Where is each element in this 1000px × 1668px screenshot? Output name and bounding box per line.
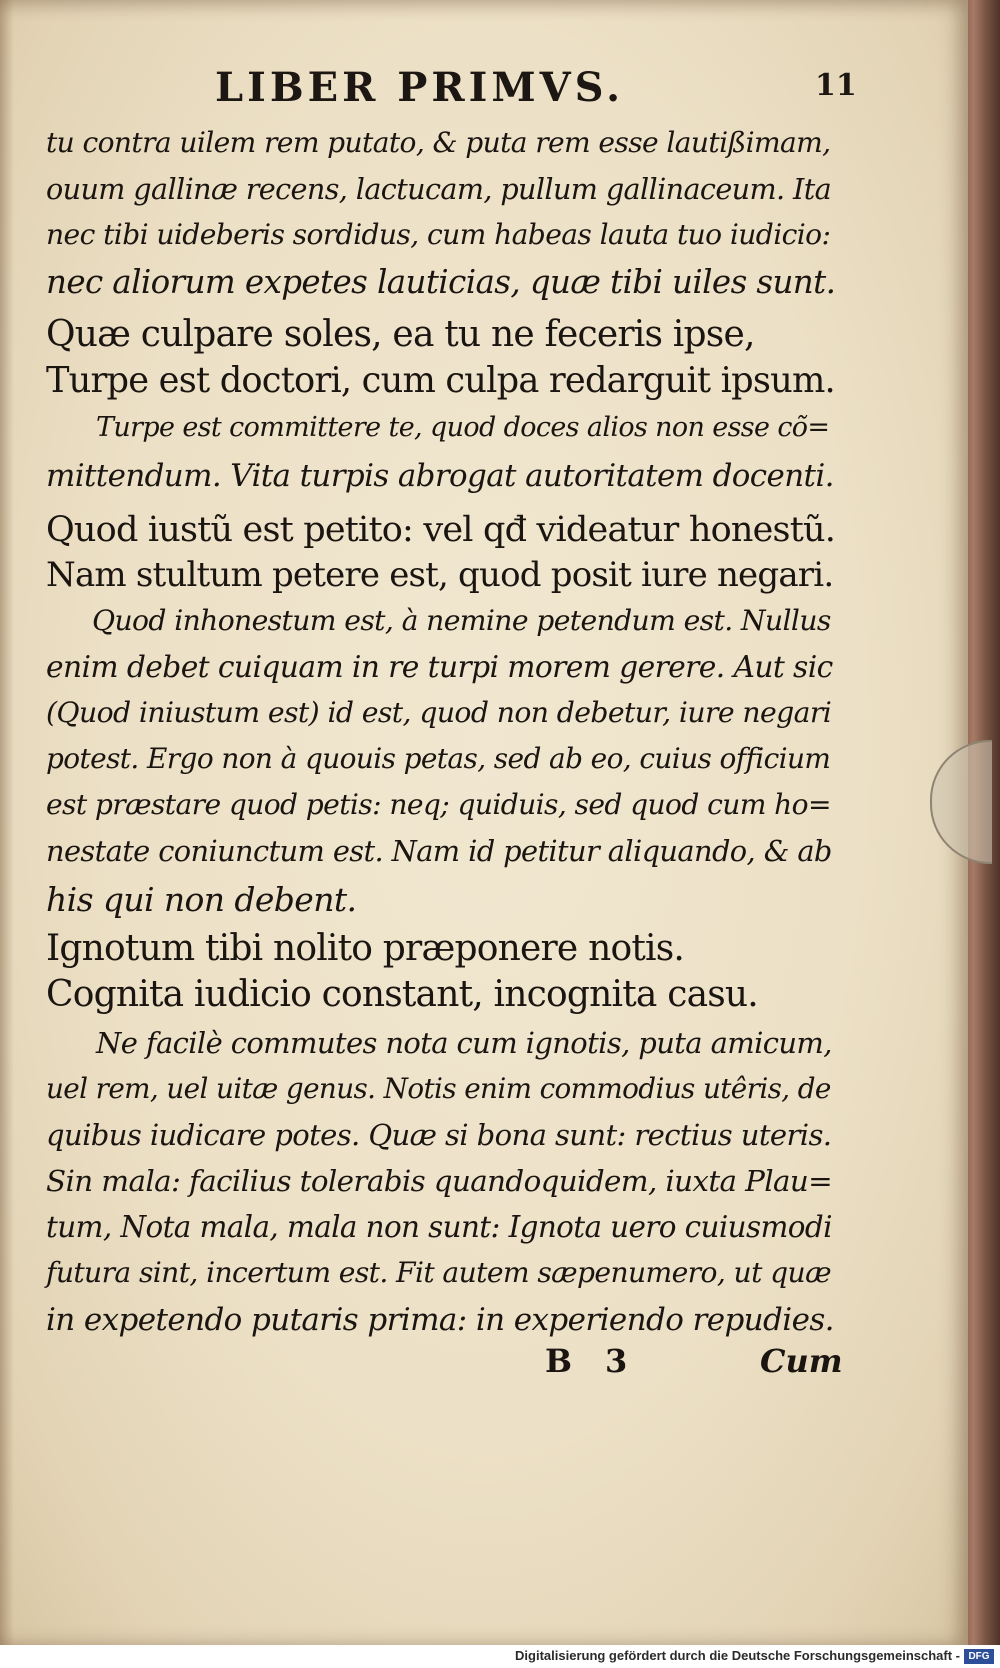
funding-credit: Digitalisierung gefördert durch die Deutsche Forschungsgemeinschaft - (515, 1648, 960, 1663)
text-line: mittendum. Vita turpis abrogat autoritatem docenti. (46, 458, 834, 494)
signature-number: 3 (605, 1342, 628, 1380)
text-line: tum, Nota mala, mala non sunt: Ignota uero cuiusmodi (46, 1210, 832, 1244)
text-line: enim debet cuiquam in re turpi morem gerere. Aut sic (46, 650, 833, 685)
text-line: potest. Ergo non à quouis petas, sed ab eo, cuius officium (46, 742, 831, 775)
text-line: (Quod iniustum est) id est, quod non debetur, iure negari (46, 696, 832, 729)
text-line: tu contra uilem rem putato, & puta rem esse lautißimam, (46, 126, 831, 159)
verse-line: Quæ culpare soles, ea tu ne feceris ipse, (46, 314, 755, 355)
text-line: ouum gallinæ recens, lactucam, pullum gallinaceum. Ita (46, 172, 832, 206)
signature-mark: B (545, 1342, 573, 1380)
text-line: in expetendo putaris prima: in experiendo repudies. (46, 1302, 834, 1338)
text-line: nec tibi uideberis sordidus, cum habeas lauta tuo iudicio: (46, 218, 831, 251)
text-line: futura sint, incertum est. Fit autem sæpenumero, ut quæ (46, 1256, 831, 1289)
verse-line: Cognita iudicio constant, incognita casu. (46, 974, 758, 1015)
page-number: 11 (815, 68, 857, 103)
running-head (0, 64, 968, 114)
text-line: his qui non debent. (46, 880, 357, 919)
credit-bar (0, 1645, 1000, 1668)
page-gutter-shadow (0, 0, 14, 1645)
text-line: quibus iudicare potes. Quæ si bona sunt: rectius uteris. (46, 1118, 832, 1152)
page-title: LIBER PRIMVS. (215, 64, 625, 111)
text-line: Ne facilè commutes nota cum ignotis, puta amicum, (96, 1026, 832, 1060)
text-line: Quod inhonestum est, à nemine petendum est. Nullus (92, 604, 831, 637)
text-line: Sin mala: facilius tolerabis quandoquidem, iuxta Plau= (46, 1164, 833, 1198)
text-line: uel rem, uel uitæ genus. Notis enim commodius utêris, de (46, 1072, 831, 1105)
text-line: Turpe est committere te, quod doces alios non esse cõ= (96, 412, 830, 443)
verse-line: Ignotum tibi nolito præponere notis. (46, 928, 685, 969)
text-line: est præstare quod petis: neq; quiduis, sed quod cum ho= (46, 788, 831, 821)
verse-line: Turpe est doctori, cum culpa redarguit ipsum. (46, 360, 835, 401)
dfg-logo: DFG (964, 1649, 994, 1664)
text-line: nec aliorum expetes lauticias, quæ tibi uiles sunt. (46, 263, 836, 301)
text-line: nestate coniunctum est. Nam id petitur aliquando, & ab (46, 834, 832, 868)
catchword: Cum (760, 1342, 843, 1380)
verse-line: Nam stultum petere est, quod posit iure negari. (46, 555, 834, 595)
verse-line: Quod iustũ est petito: vel qđ videatur honestũ. (46, 509, 836, 550)
